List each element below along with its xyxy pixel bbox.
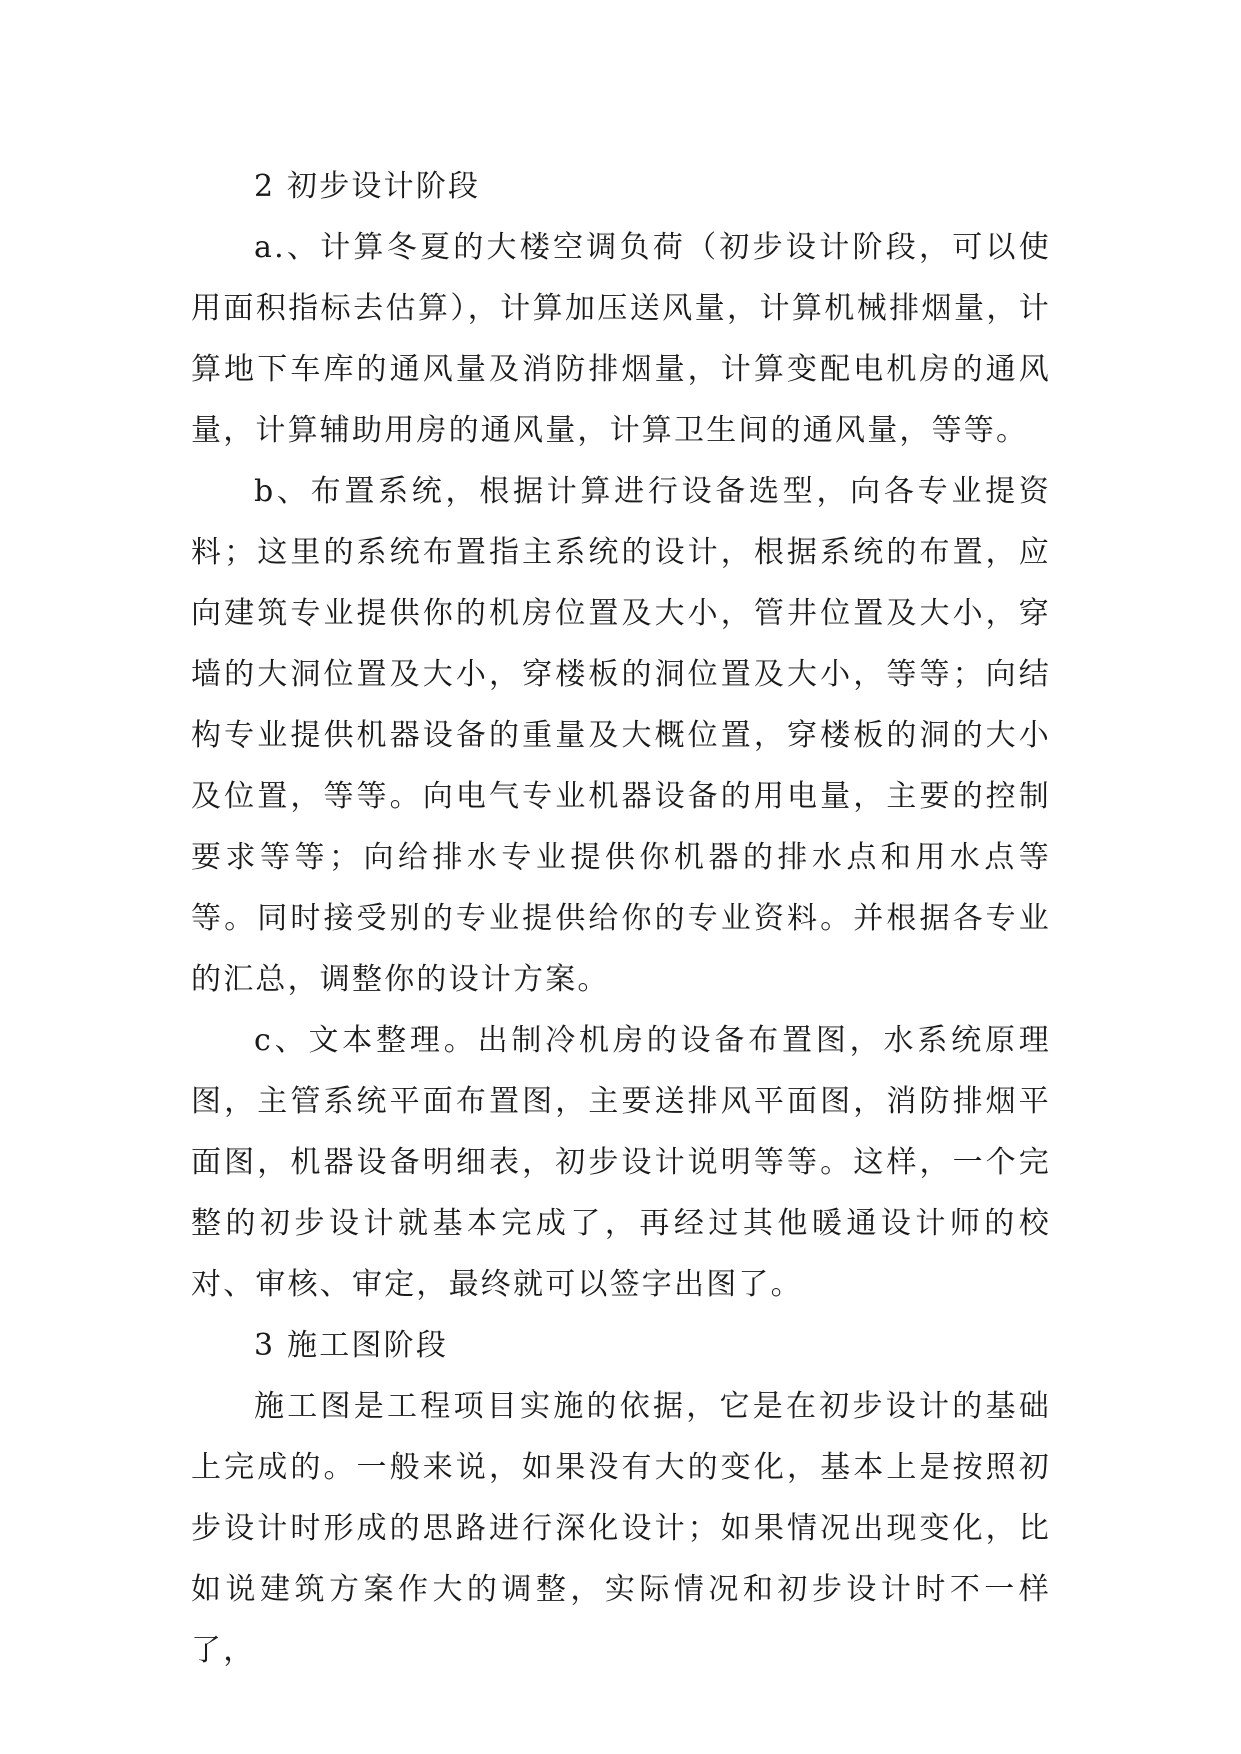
document-body (191, 156, 1051, 1681)
paragraph-construction-drawing: 施工图是工程项目实施的依据，它是在初步设计的基础上完成的。一般来说，如果没有大的变化，基本上是按照初步设计时形成的思路进行深化设计；如果情况出现变化，比如说建筑方案作大的调整，实际情况和初步设计时不一样了， (191, 1389, 1051, 1668)
heading-construction-drawing: 3 施工图阶段 (254, 1328, 449, 1363)
paragraph-b-system-layout: b、布置系统，根据计算进行设备选型，向各专业提资料；这里的系统布置指主系统的设计，根据系统的布置，应向建筑专业提供你的机房位置及大小，管井位置及大小，穿墙的大洞位置及大小，穿楼板的洞位置及大小，等等；向结构专业提供机器设备的重量及大概位置，穿楼板的洞的大小及位置，等等。向电气专业机器设备的用电量，主要的控制要求等等；向给排水专业提供你机器的排水点和用水点等等。同时接受别的专业提供给你的专业资料。并根据各专业的汇总，调整你的设计方案。 (191, 474, 1051, 997)
paragraph-c-document-preparation: c、文本整理。出制冷机房的设备布置图，水系统原理图，主管系统平面布置图，主要送排风平面图，消防排烟平面图，机器设备明细表，初步设计说明等等。这样，一个完整的初步设计就基本完成了，再经过其他暖通设计师的校对、审核、审定，最终就可以签字出图了。 (191, 1023, 1051, 1302)
paragraph-a-load-calculation: a.、计算冬夏的大楼空调负荷（初步设计阶段，可以使用面积指标去估算），计算加压送风量，计算机械排烟量，计算地下车库的通风量及消防排烟量，计算变配电机房的通风量，计算辅助用房的通风量，计算卫生间的通风量，等等。 (191, 230, 1051, 448)
heading-preliminary-design: 2 初步设计阶段 (254, 169, 481, 204)
